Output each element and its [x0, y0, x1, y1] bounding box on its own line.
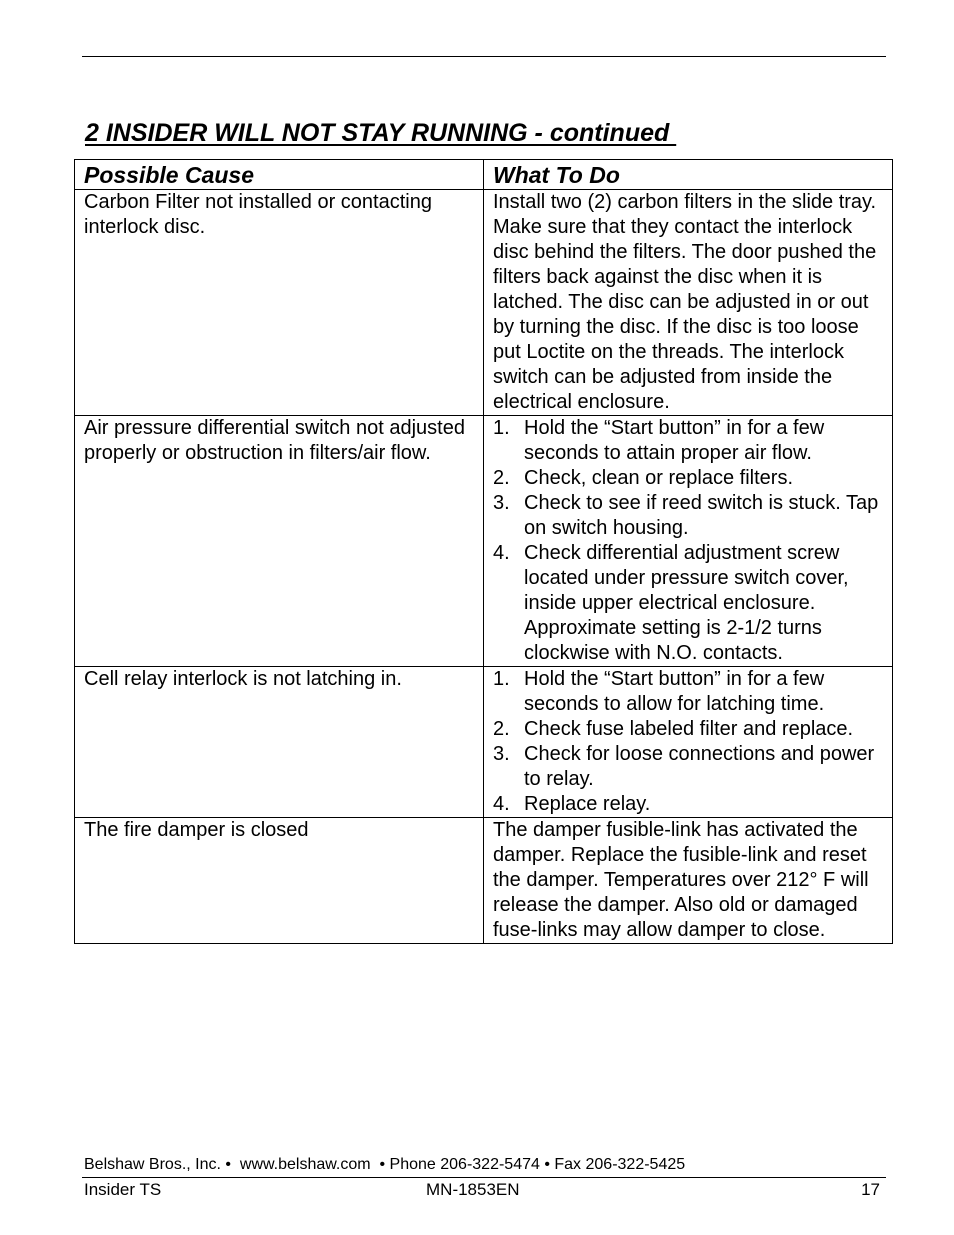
footer-page-number: 17 [861, 1180, 880, 1199]
table-header-row [75, 160, 893, 190]
column-header-what-to-do: What To Do [484, 160, 893, 190]
action-step [493, 792, 886, 817]
troubleshooting-table [74, 159, 893, 944]
table-row [75, 416, 893, 667]
footer-doc-name: Insider TS [84, 1180, 162, 1199]
table-row [75, 818, 893, 944]
footer-rule [82, 1177, 886, 1178]
table-row [75, 190, 893, 416]
step-number: 3. [493, 743, 510, 765]
step-text: Check to see if reed switch is stuck. Tap on switch housing. [524, 492, 879, 539]
action-cell [484, 667, 893, 818]
action-step [493, 491, 886, 541]
cause-cell: Air pressure differential switch not adjusted properly or obstruction in filters/air flow. [75, 416, 484, 667]
step-number: 2. [493, 718, 510, 740]
table-row [75, 667, 893, 818]
cause-cell: Cell relay interlock is not latching in. [75, 667, 484, 818]
action-cell: The damper fusible-link has activated the damper. Replace the fusible-link and reset the damper. Temperatures over 212° F will release the damper. Also old or damaged fuse-links may allow damper to close. [484, 818, 893, 944]
cause-cell: The fire damper is closed [75, 818, 484, 944]
step-text: Check differential adjustment screw located under pressure switch cover, inside upper electrical enclosure. Approximate setting is 2-1/2 turns clockwise with N.O. contacts. [524, 542, 849, 664]
step-text: Hold the “Start button” in for a few seconds to attain proper air flow. [524, 417, 825, 464]
step-text: Replace relay. [524, 793, 651, 815]
step-number: 2. [493, 467, 510, 489]
action-step [493, 742, 886, 792]
section-title: 2 INSIDER WILL NOT STAY RUNNING - continued [85, 119, 677, 147]
action-step [493, 416, 886, 466]
action-step [493, 466, 886, 491]
action-step [493, 667, 886, 717]
action-cell: Install two (2) carbon filters in the slide tray. Make sure that they contact the interlock disc behind the filters. The door pushed the filters back against the disc when it is latched. The disc can be adjusted in or out by turning the disc. If the disc is too loose put Loctite on the threads. The interlock switch can be adjusted from inside the electrical enclosure. [484, 190, 893, 416]
step-number: 4. [493, 542, 510, 564]
step-text: Check, clean or replace filters. [524, 467, 794, 489]
step-text: Hold the “Start button” in for a few seconds to allow for latching time. [524, 668, 825, 715]
footer-doc-number: MN-1853EN [426, 1180, 520, 1199]
action-step [493, 541, 886, 666]
header-rule [82, 56, 886, 57]
step-number: 1. [493, 417, 510, 439]
action-cell [484, 416, 893, 667]
cause-cell: Carbon Filter not installed or contacting interlock disc. [75, 190, 484, 416]
footer-contact: Belshaw Bros., Inc. • www.belshaw.com • Phone 206-322-5474 • Fax 206-322-5425 [84, 1156, 686, 1173]
column-header-possible-cause: Possible Cause [75, 160, 484, 190]
action-steps-list [493, 416, 886, 666]
step-text: Check for loose connections and power to relay. [524, 743, 875, 790]
step-number: 3. [493, 492, 510, 514]
action-step [493, 717, 886, 742]
step-text: Check fuse labeled filter and replace. [524, 718, 854, 740]
action-steps-list [493, 667, 886, 817]
step-number: 4. [493, 793, 510, 815]
step-number: 1. [493, 668, 510, 690]
